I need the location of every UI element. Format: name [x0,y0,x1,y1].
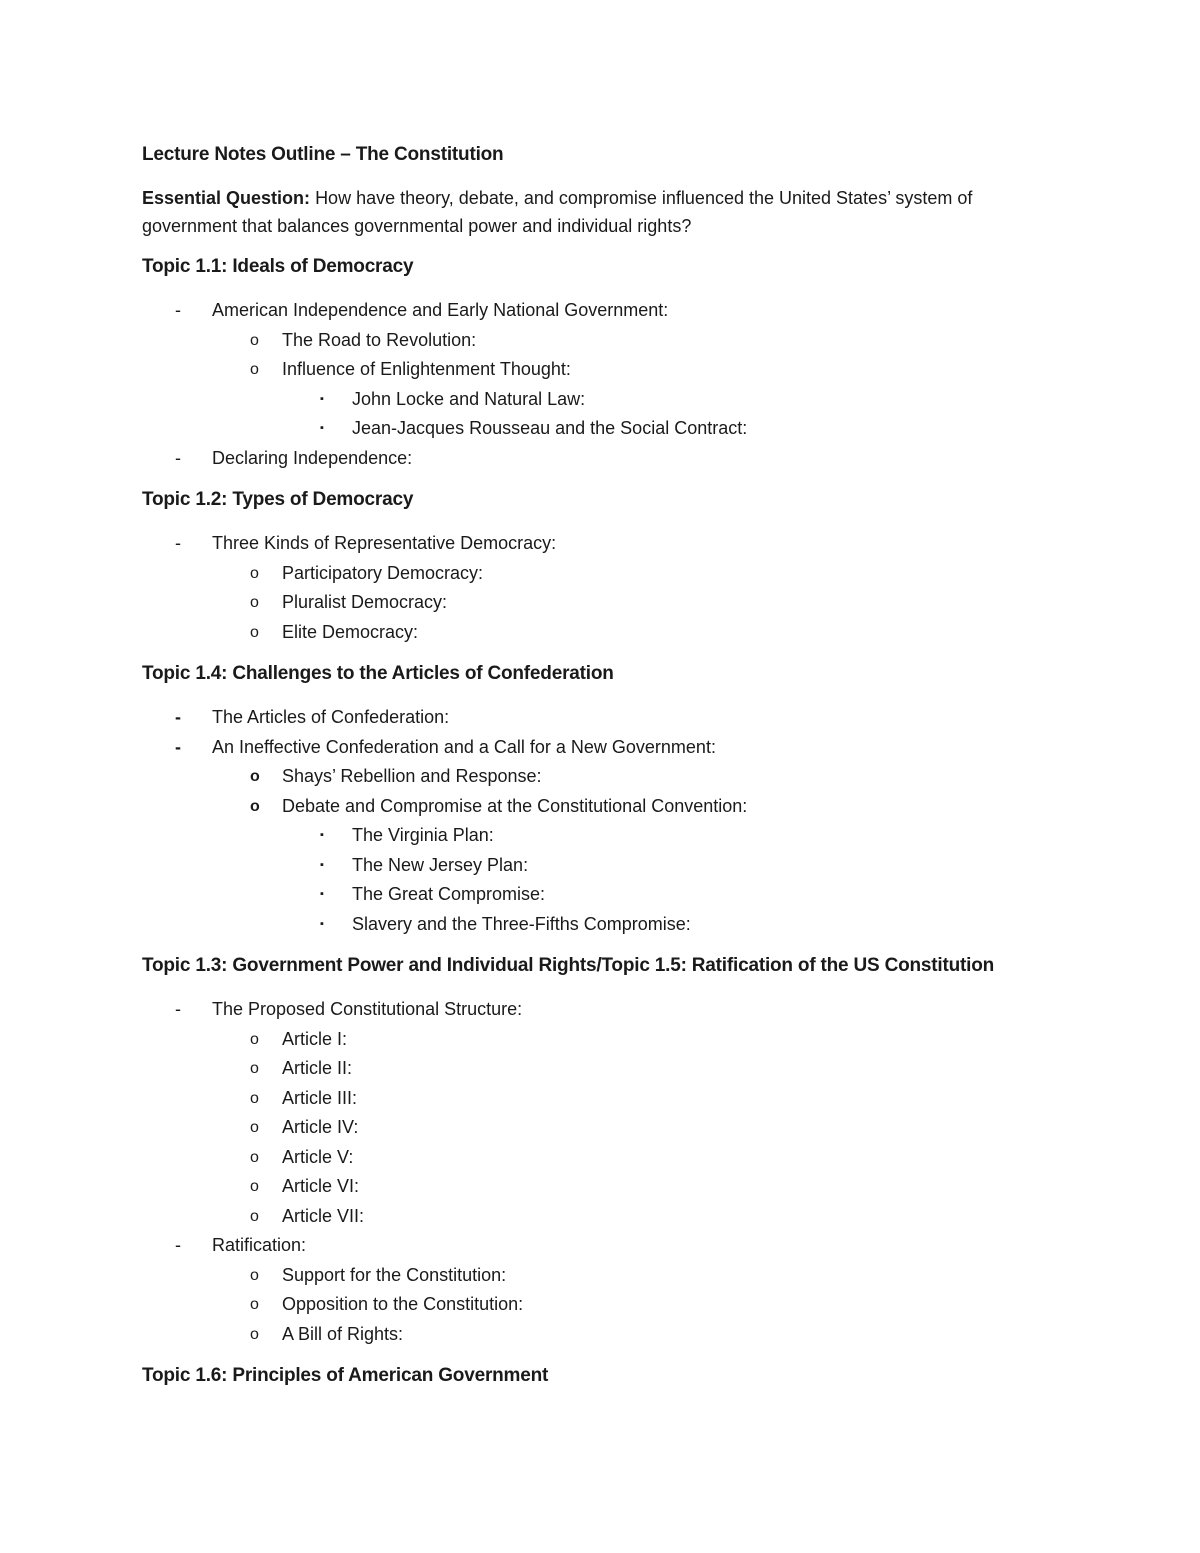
outline-item [142,296,1062,444]
outline-subitem-label: Pluralist Democracy: [282,592,448,612]
circle-bullet-icon: o [250,1325,259,1343]
circle-bullet-icon: o [250,1119,259,1136]
outline-item [142,1231,1062,1349]
sub-outline [212,762,1062,939]
outline-subitem [212,792,1062,940]
topic-outline [142,529,1062,647]
circle-bullet-icon: o [250,1089,259,1107]
outline-subsubitem [282,880,1062,910]
document-content [142,142,1062,1405]
circle-bullet-icon: o [250,768,260,785]
circle-bullet-icon: o [250,1296,259,1313]
topic-heading: Topic 1.4: Challenges to the Articles of Confederation [142,663,614,684]
outline-subitem-label: Article VI: [282,1176,360,1196]
dash-bullet-icon: - [175,533,181,553]
outline-subitem-label: Article V: [282,1146,354,1167]
outline-subitem-label: Article I: [282,1028,348,1049]
outline-subsubitem-label: Slavery and the Three-Fifths Compromise: [352,913,691,934]
circle-bullet-icon: o [250,1060,259,1077]
sub-outline [212,326,1062,444]
outline-item [142,703,1062,733]
sub-outline [212,559,1062,648]
outline-item-label: The Articles of Confederation: [212,707,450,727]
outline-item-label: An Ineffective Confederation and a Call for a New Government: [212,736,716,757]
circle-bullet-icon: o [250,797,260,815]
outline-subitem-label: Article II: [282,1058,353,1078]
outline-subitem-label: The Road to Revolution: [282,329,477,350]
sub-outline [212,1261,1062,1350]
topic-outline [142,703,1062,939]
outline-subsubitem [282,385,1062,415]
outline-item-label: American Independence and Early National Government: [212,300,669,320]
outline-subitem [212,326,1062,356]
square-bullet-icon: ▪ [320,829,324,841]
outline-item-label: Declaring Independence: [212,447,413,468]
outline-subsubitem [282,910,1062,940]
outline-subitem-label: A Bill of Rights: [282,1323,404,1344]
topic-heading: Topic 1.2: Types of Democracy [142,489,414,510]
outline-item [142,733,1062,940]
square-bullet-icon: ▪ [320,858,324,871]
circle-bullet-icon: o [250,564,259,582]
outline-subsubitem [282,821,1062,851]
outline-subitem-label: Article IV: [282,1117,359,1137]
outline-subitem-label: Article VII: [282,1205,365,1226]
topic-heading: Topic 1.3: Government Power and Individual Rights/Topic 1.5: Ratification of the US Constitution [142,955,995,976]
outline-subitem [212,618,1062,648]
outline-item [142,995,1062,1231]
outline-subitem-label: Participatory Democracy: [282,562,484,583]
outline-subitem [212,1320,1062,1350]
document-title: Lecture Notes Outline – The Constitution [142,144,504,165]
square-bullet-icon: ▪ [320,392,324,405]
square-bullet-icon: ▪ [320,422,324,434]
circle-bullet-icon: o [250,1207,259,1225]
sub-sub-outline [282,385,1062,444]
square-bullet-icon: ▪ [320,888,324,900]
sub-sub-outline [282,821,1062,939]
outline-subitem-label: Support for the Constitution: [282,1264,507,1285]
dash-bullet-icon: - [175,707,181,727]
outline-subitem-label: Shays’ Rebellion and Response: [282,766,542,786]
dash-bullet-icon: - [175,300,181,320]
outline-subitem [212,559,1062,589]
circle-bullet-icon: o [250,361,259,378]
outline-subsubitem [282,414,1062,444]
topic-outline [142,995,1062,1349]
topic-heading: Topic 1.6: Principles of American Government [142,1365,549,1386]
circle-bullet-icon: o [250,1030,259,1048]
essential-question-text: How have theory, debate, and compromise influenced the United States’ system of government that balances governmental power and individual rights? [142,188,973,236]
outline-subitem-label: Opposition to the Constitution: [282,1294,524,1314]
circle-bullet-icon: o [250,594,259,611]
sub-outline [212,1025,1062,1232]
outline-subitem [212,355,1062,444]
dash-bullet-icon: - [175,1235,181,1255]
outline-item [142,444,1062,474]
outline-item-label: Three Kinds of Representative Democracy: [212,533,557,553]
outline-subitem-label: Influence of Enlightenment Thought: [282,359,571,379]
square-bullet-icon: ▪ [320,917,324,930]
outline-subsubitem-label: John Locke and Natural Law: [352,388,586,409]
circle-bullet-icon: o [250,331,259,349]
essential-question-label: Essential Question: [142,188,311,208]
dash-bullet-icon: - [175,999,181,1019]
outline-subitem-label: Article III: [282,1087,358,1108]
outline-subsubitem-label: The Great Compromise: [352,884,546,904]
dash-bullet-icon: - [175,736,181,757]
outline-subsubitem-label: The Virginia Plan: [352,825,494,845]
topic-outline [142,296,1062,473]
outline-subitem [212,762,1062,792]
circle-bullet-icon: o [250,1148,259,1166]
essential-question [142,184,1062,240]
outline-subitem-label: Debate and Compromise at the Constitutional Convention: [282,795,748,816]
outline-subsubitem-label: The New Jersey Plan: [352,854,529,875]
dash-bullet-icon: - [175,447,181,468]
outline-subsubitem [282,851,1062,881]
outline-subitem [212,1290,1062,1320]
outline-subitem [212,1172,1062,1202]
outline-subitem [212,1113,1062,1143]
outline-item [142,529,1062,647]
outline-subsubitem-label: Jean-Jacques Rousseau and the Social Contract: [352,418,748,438]
topic-heading: Topic 1.1: Ideals of Democracy [142,256,414,277]
outline-item-label: The Proposed Constitutional Structure: [212,999,523,1019]
outline-item-label: Ratification: [212,1235,307,1255]
outline-subitem [212,1143,1062,1173]
outline-subitem [212,1084,1062,1114]
outline-subitem [212,1202,1062,1232]
outline-subitem [212,588,1062,618]
outline-subitem [212,1025,1062,1055]
circle-bullet-icon: o [250,623,259,641]
outline-subitem-label: Elite Democracy: [282,621,419,642]
circle-bullet-icon: o [250,1266,259,1284]
outline-subitem [212,1054,1062,1084]
circle-bullet-icon: o [250,1178,259,1195]
outline-subitem [212,1261,1062,1291]
